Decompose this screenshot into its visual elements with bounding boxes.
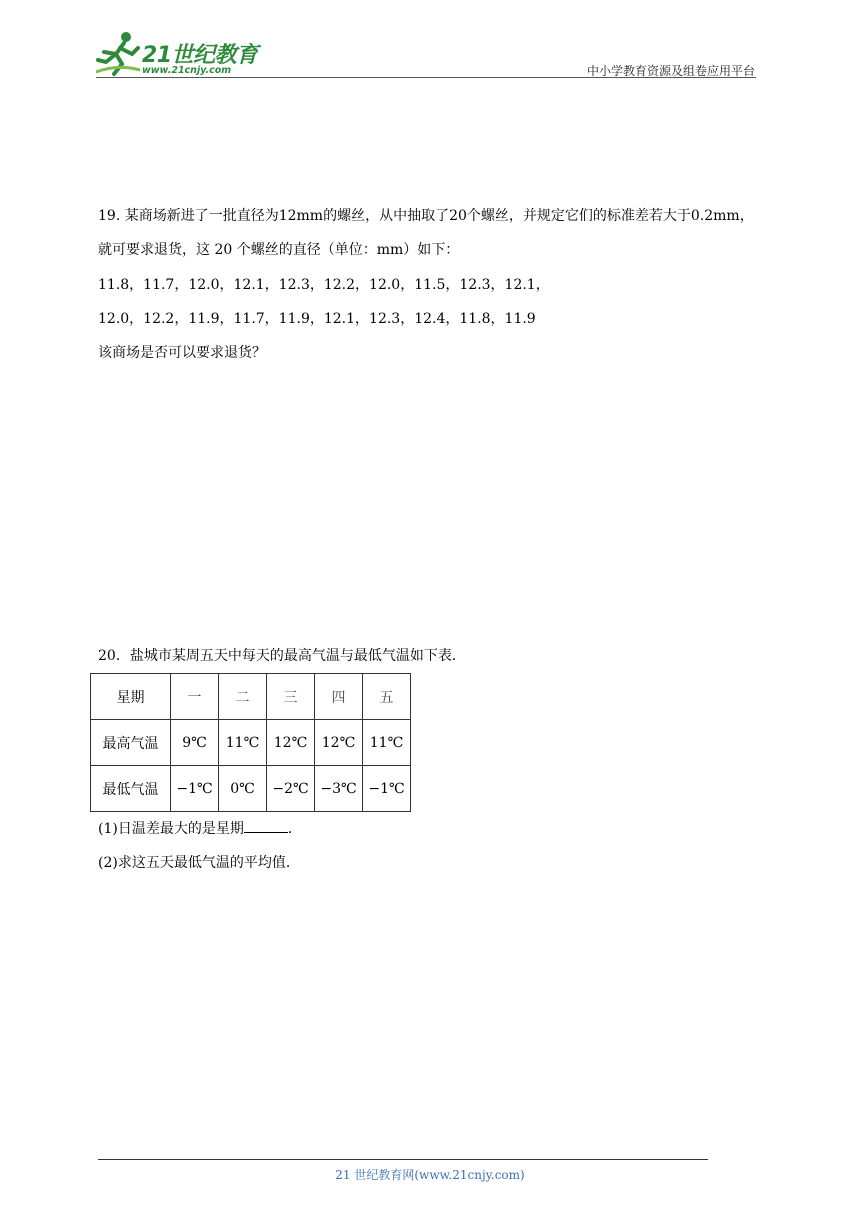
q20-part-1-text: (1)日温差最大的是星期 bbox=[98, 821, 244, 837]
table-cell: −1℃ bbox=[363, 766, 411, 812]
table-cell: 9℃ bbox=[171, 720, 219, 766]
day-cell: 三 bbox=[267, 674, 315, 720]
footer-divider bbox=[98, 1159, 708, 1160]
logo-url: www.21cnjy.com bbox=[142, 65, 232, 76]
table-cell: 0℃ bbox=[219, 766, 267, 812]
header-divider bbox=[96, 77, 756, 78]
row-label: 最高气温 bbox=[91, 720, 171, 766]
day-cell: 五 bbox=[363, 674, 411, 720]
day-cell: 二 bbox=[219, 674, 267, 720]
q19-data-line-1: 11.8，11.7，12.0，12.1，12.3，12.2，12.0，11.5，12.3，12.1， bbox=[98, 277, 550, 293]
q20-stem: 20．盐城市某周五天中每天的最高气温与最低气温如下表． bbox=[98, 648, 466, 664]
q19-data-line-2: 12.0，12.2，11.9，11.7，11.9，12.1，12.3，12.4，11.8，11.9 bbox=[98, 311, 536, 327]
table-cell: −3℃ bbox=[315, 766, 363, 812]
row-label: 最低气温 bbox=[91, 766, 171, 812]
q20-part-1 bbox=[98, 818, 302, 839]
site-logo bbox=[96, 30, 266, 80]
table-row-low bbox=[91, 766, 411, 812]
q20-part-2: (2)求这五天最低气温的平均值． bbox=[98, 855, 300, 871]
day-cell: 一 bbox=[171, 674, 219, 720]
day-cell: 四 bbox=[315, 674, 363, 720]
table-row-high bbox=[91, 720, 411, 766]
table-header-row bbox=[91, 674, 411, 720]
site-tagline: 中小学教育资源及组卷应用平台 bbox=[586, 64, 755, 78]
table-cell: 12℃ bbox=[267, 720, 315, 766]
table-cell: −1℃ bbox=[171, 766, 219, 812]
logo-text: 21世纪教育 bbox=[142, 43, 258, 68]
temperature-table bbox=[90, 673, 411, 812]
runner-logo-icon bbox=[96, 30, 142, 76]
footer-text: 21 世纪教育网(www.21cnjy.com) bbox=[335, 1168, 525, 1182]
q19-line-1: 19. 某商场新进了一批直径为12mm的螺丝，从中抽取了20个螺丝，并规定它们的标准差若大于0.2mm， bbox=[98, 208, 754, 224]
table-header-label: 星期 bbox=[91, 674, 171, 720]
q19-line-2: 就可要求退货，这 20 个螺丝的直径（单位：mm）如下： bbox=[98, 242, 460, 258]
table-cell: −2℃ bbox=[267, 766, 315, 812]
table-cell: 12℃ bbox=[315, 720, 363, 766]
q20-part-1-end: ． bbox=[287, 821, 302, 837]
table-cell: 11℃ bbox=[363, 720, 411, 766]
table-cell: 11℃ bbox=[219, 720, 267, 766]
answer-blank[interactable] bbox=[244, 818, 288, 833]
q19-question: 该商场是否可以要求退货？ bbox=[98, 345, 266, 361]
